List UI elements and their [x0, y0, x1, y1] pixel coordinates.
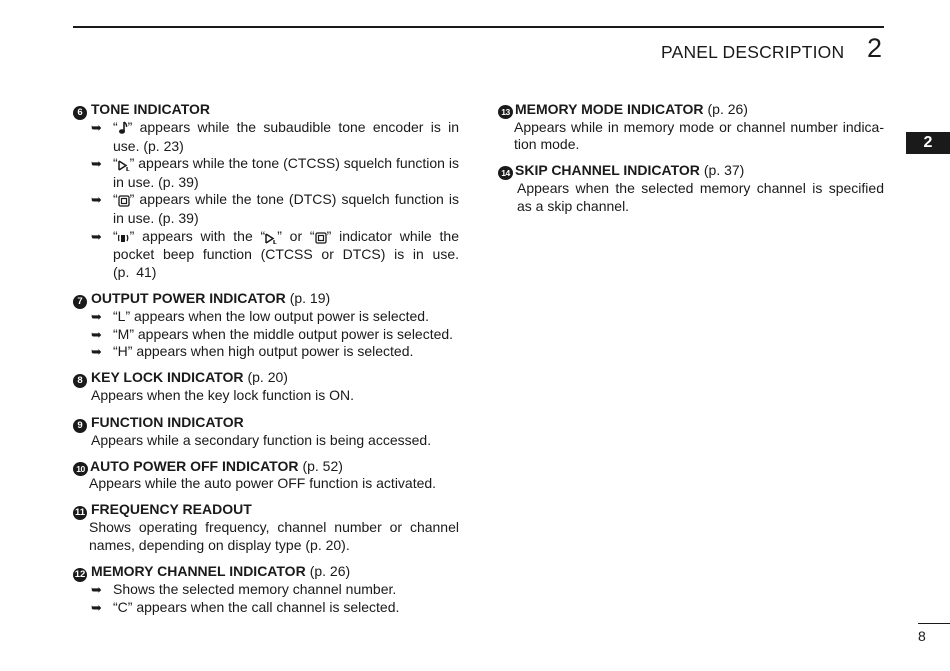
section-description: Appears when the key lock function is ON.	[91, 387, 355, 404]
section-title: MEMORY CHANNEL INDICATOR	[91, 563, 306, 580]
item-number-badge: 7	[73, 295, 87, 309]
item-text: ” or “	[277, 227, 315, 244]
item-number-badge: 12	[74, 569, 86, 581]
memory-channel-indicator-section	[73, 563, 459, 616]
item-text: ” indicator while the pocket beep function (CTCSS or DTCS) is in use. (p. 41)	[113, 227, 459, 280]
item-text: “C” appears when the call channel is selected.	[113, 598, 400, 615]
list-item: ➥ “ ” appears while the tone (DTCS) squelch function is in use. (p. 39)	[91, 191, 459, 226]
page-reference: (p. 19)	[289, 289, 331, 306]
list-item: ➥ “ ” appears while the subaudible tone encoder is in use. (p. 23)	[91, 119, 459, 154]
list-item: ➥ “ ” appears with the “ ” or “ ” indicator while the pocket beep function (CTCSS or DTCS) is in use. (p. 41)	[91, 227, 459, 280]
key-lock-indicator-section	[73, 369, 459, 405]
right-column	[498, 101, 884, 224]
function-indicator-section	[73, 414, 459, 450]
note-icon	[118, 120, 128, 138]
section-description: Appears while a secondary function is being accessed.	[91, 431, 432, 448]
section-description: Shows operating frequency, channel number or channel names, depending on display type (p. 20).	[89, 519, 459, 554]
item-number-badge: 10	[73, 462, 88, 476]
bullet-arrow-icon: ➥	[91, 344, 102, 360]
dtcs-icon	[315, 229, 327, 247]
section-heading	[73, 101, 459, 119]
footer-rule	[918, 623, 950, 624]
section-heading	[73, 414, 459, 432]
section-description: Appears while in memory mode or channel number indica-tion mode.	[514, 118, 884, 153]
section-heading	[73, 458, 459, 476]
item-text: appears with the “	[142, 227, 266, 244]
tone-squelch-icon	[265, 229, 277, 247]
frequency-readout-section	[73, 501, 459, 554]
bullet-arrow-icon: ➥	[91, 192, 102, 208]
section-title: FREQUENCY READOUT	[91, 501, 252, 518]
item-number-badge: 13	[498, 105, 513, 119]
section-heading	[498, 101, 884, 119]
bullet-arrow-icon: ➥	[91, 326, 102, 342]
section-heading	[73, 501, 459, 519]
auto-power-off-indicator-section	[73, 458, 459, 493]
page-reference: (p. 20)	[247, 369, 288, 386]
item-number-badge: 11	[74, 507, 86, 519]
item-number-badge: 8	[73, 374, 87, 388]
item-text: appears while the tone (DTCS) squelch function is in use. (p. 39)	[113, 191, 459, 226]
section-title: OUTPUT POWER INDICATOR	[91, 289, 286, 306]
section-heading	[73, 563, 459, 581]
chapter-number: 2	[867, 33, 883, 63]
list-item	[91, 308, 459, 326]
tone-squelch-icon	[118, 156, 130, 174]
section-title: AUTO POWER OFF INDICATOR	[90, 457, 299, 474]
bullet-arrow-icon: ➥	[91, 156, 102, 172]
list-item	[91, 343, 459, 361]
section-heading	[73, 369, 459, 387]
page-reference: (p. 37)	[703, 162, 745, 179]
output-power-indicator-section	[73, 290, 459, 361]
section-title: FUNCTION INDICATOR	[91, 413, 244, 430]
page-reference: (p. 26)	[707, 101, 748, 117]
bullet-arrow-icon: ➥	[91, 308, 102, 324]
list-item: ➥ “ ” appears while the tone (CTCSS) squelch function is in use. (p. 39)	[91, 155, 459, 190]
item-text: “H” appears when high output power is selected.	[113, 343, 414, 360]
item-number-badge: 9	[73, 419, 87, 433]
list-item	[91, 326, 459, 344]
item-text: “L” appears when the low output power is selected.	[113, 307, 429, 324]
bullet-arrow-icon: ➥	[91, 120, 102, 135]
left-column	[73, 101, 459, 625]
bullet-arrow-icon: ➥	[91, 599, 102, 615]
section-title: KEY LOCK INDICATOR	[91, 369, 244, 386]
page-number: 8	[918, 628, 926, 644]
bullet-arrow-icon: ➥	[91, 582, 102, 598]
item-text: “M” appears when the middle output power is selected.	[113, 325, 454, 342]
memory-mode-indicator-section	[498, 101, 884, 154]
list-item	[91, 581, 459, 599]
item-text: Shows the selected memory channel number.	[113, 581, 397, 598]
chapter-tab: 2	[906, 132, 950, 154]
item-text: appears while the subaudible tone encoder is in use. (p. 23)	[113, 119, 459, 154]
page-reference: (p. 52)	[302, 457, 343, 474]
bullet-arrow-icon: ➥	[91, 228, 102, 244]
item-number-badge: 14	[498, 166, 513, 180]
section-title: MEMORY MODE INDICATOR	[515, 101, 704, 117]
section-description: Appears while the auto power OFF function is activated.	[89, 475, 437, 492]
section-title: SKIP CHANNEL INDICATOR	[515, 162, 700, 179]
list-item	[91, 599, 459, 617]
skip-channel-indicator-section	[498, 162, 884, 215]
section-heading	[498, 162, 884, 180]
section-heading	[73, 290, 459, 308]
header-rule	[73, 26, 884, 28]
page-reference: (p. 26)	[309, 563, 351, 580]
item-number-badge: 6	[73, 106, 87, 120]
page-section-title: PANEL DESCRIPTION	[661, 42, 845, 62]
section-title: TONE INDICATOR	[91, 101, 211, 117]
section-description: Appears when the selected memory channel is specified as a skip channel.	[517, 179, 884, 214]
dtcs-icon	[118, 192, 130, 210]
tone-indicator-section	[73, 101, 459, 281]
item-text: appears while the tone (CTCSS) squelch function is in use. (p. 39)	[113, 155, 459, 190]
pocket-beep-icon	[118, 229, 130, 247]
